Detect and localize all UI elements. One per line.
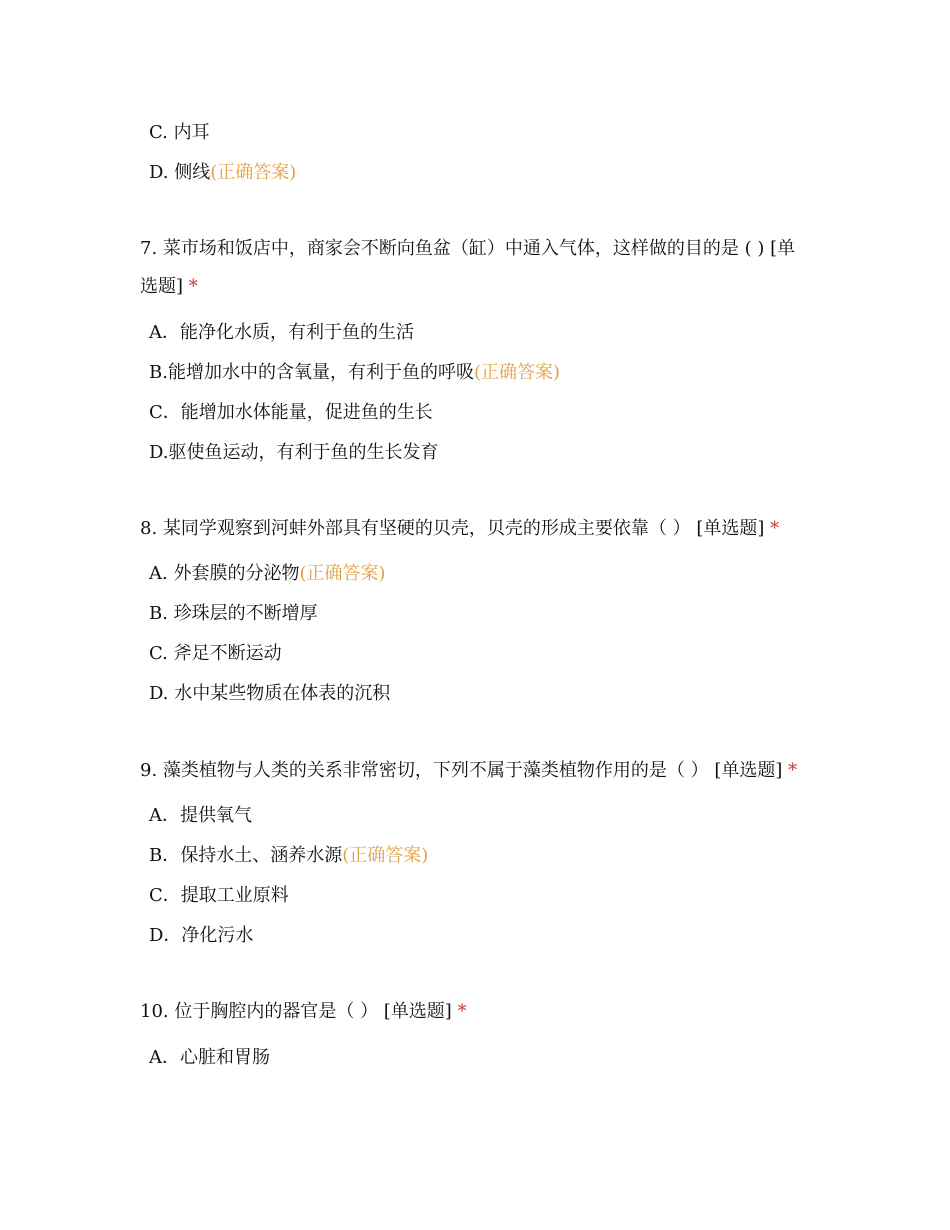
- option-text: D. 侧线: [149, 162, 211, 183]
- q8-option-a: [149, 562, 386, 586]
- q8-option-b: [149, 602, 318, 626]
- q9-option-c: [149, 884, 289, 908]
- question-text: 8. 某同学观察到河蚌外部具有坚硬的贝壳，贝壳的形成主要依靠（ ） [单选题]: [140, 518, 765, 539]
- q9-option-a: [149, 804, 252, 828]
- option-text: D.驱使鱼运动，有利于鱼的生长发育: [149, 442, 439, 463]
- q9-option-b: [149, 844, 428, 868]
- option-text: A．提供氧气: [149, 805, 252, 826]
- option-text: C. 斧足不断运动: [149, 643, 282, 664]
- question-text: 7. 菜市场和饭店中，商家会不断向鱼盆（缸）中通入气体，这样做的目的是 ( ) [单: [140, 238, 796, 259]
- correct-answer-tag: (正确答案): [473, 362, 560, 383]
- q7-option-c: [149, 401, 433, 425]
- q7-option-a: [149, 321, 414, 345]
- option-text: D. 水中某些物质在体表的沉积: [149, 683, 391, 704]
- required-mark: *: [188, 276, 198, 297]
- required-mark: *: [788, 760, 798, 781]
- option-text: C. 内耳: [149, 122, 210, 143]
- option-text: A. 外套膜的分泌物: [149, 563, 300, 584]
- option-text: D．净化污水: [149, 925, 254, 946]
- question-text: 9. 藻类植物与人类的关系非常密切，下列不属于藻类植物作用的是（ ） [单选题]: [140, 760, 783, 781]
- q10-title: [140, 1000, 467, 1024]
- correct-answer-tag: (正确答案): [210, 162, 297, 183]
- q9-title: [140, 759, 797, 783]
- question-text: 10. 位于胸腔内的器官是（ ） [单选题]: [140, 1001, 452, 1022]
- correct-answer-tag: (正确答案): [299, 563, 386, 584]
- q8-option-c: [149, 642, 282, 666]
- correct-answer-tag: (正确答案): [342, 845, 429, 866]
- option-text: A．能净化水质，有利于鱼的生活: [149, 322, 414, 343]
- option-text: B.能增加水中的含氧量，有利于鱼的呼吸: [149, 362, 474, 383]
- q7-option-d: [149, 441, 439, 465]
- option-text: A．心脏和胃肠: [149, 1047, 270, 1068]
- q7-title-line-2: [140, 275, 198, 299]
- required-mark: *: [770, 518, 780, 539]
- q8-option-d: [149, 682, 390, 706]
- option-text: B．保持水土、涵养水源: [149, 845, 343, 866]
- option-text: B. 珍珠层的不断增厚: [149, 603, 318, 624]
- q8-title: [140, 517, 779, 541]
- option-text: C．提取工业原料: [149, 885, 289, 906]
- q9-option-d: [149, 924, 253, 948]
- q7-title-line-1: [140, 237, 795, 261]
- question-text: 选题]: [140, 276, 184, 297]
- q10-option-a: [149, 1046, 270, 1070]
- option-text: C．能增加水体能量，促进鱼的生长: [149, 402, 433, 423]
- required-mark: *: [457, 1001, 467, 1022]
- q6-option-d: [149, 161, 296, 185]
- q7-option-b: [149, 361, 560, 385]
- q6-option-c: [149, 121, 210, 145]
